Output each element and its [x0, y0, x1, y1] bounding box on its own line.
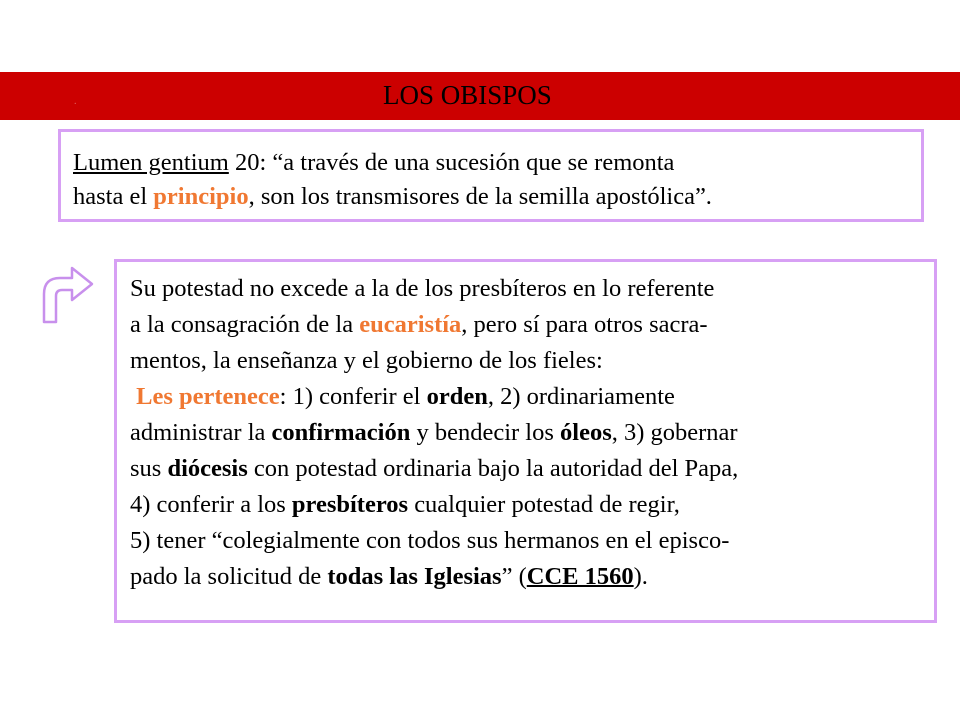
curved-turn-right-arrow-icon[interactable]: [40, 262, 96, 324]
body-line-6: sus diócesis con potestad ordinaria bajo la autoridad del Papa,: [130, 455, 739, 482]
title-mark: .: [74, 96, 77, 107]
body-line-2: a la consagración de la eucaristía, pero sí para otros sacra-: [130, 311, 708, 338]
page-title: LOS OBISPOS: [383, 80, 552, 110]
highlight-principio: principio: [153, 183, 249, 210]
content-box: [114, 259, 937, 623]
highlight-les-pertenece: Les pertenece: [136, 383, 280, 410]
body-line-1: Su potestad no excede a la de los presbíteros en lo referente: [130, 275, 715, 302]
body-line-9: pado la solicitud de todas las Iglesias” (CCE 1560).: [130, 563, 648, 590]
title-bar: [0, 72, 960, 120]
source-link[interactable]: Lumen gentium: [73, 149, 229, 176]
body-line-4: Les pertenece: 1) conferir el orden, 2) ordinariamente: [136, 383, 675, 410]
quote-line-1: Lumen gentium 20: “a través de una sucesión que se remonta: [73, 149, 675, 176]
body-line-5: administrar la confirmación y bendecir los óleos, 3) gobernar: [130, 419, 738, 446]
quote-line-2: hasta el principio, son los transmisores de la semilla apostólica”.: [73, 183, 712, 210]
body-line-8: 5) tener “colegialmente con todos sus hermanos en el episco-: [130, 527, 730, 554]
body-line-3: mentos, la enseñanza y el gobierno de los fieles:: [130, 347, 603, 374]
cce-reference-link[interactable]: CCE 1560: [526, 563, 634, 590]
quote-box: [58, 129, 924, 222]
highlight-eucaristia: eucaristía: [359, 311, 462, 338]
body-line-7: 4) conferir a los presbíteros cualquier potestad de regir,: [130, 491, 680, 518]
